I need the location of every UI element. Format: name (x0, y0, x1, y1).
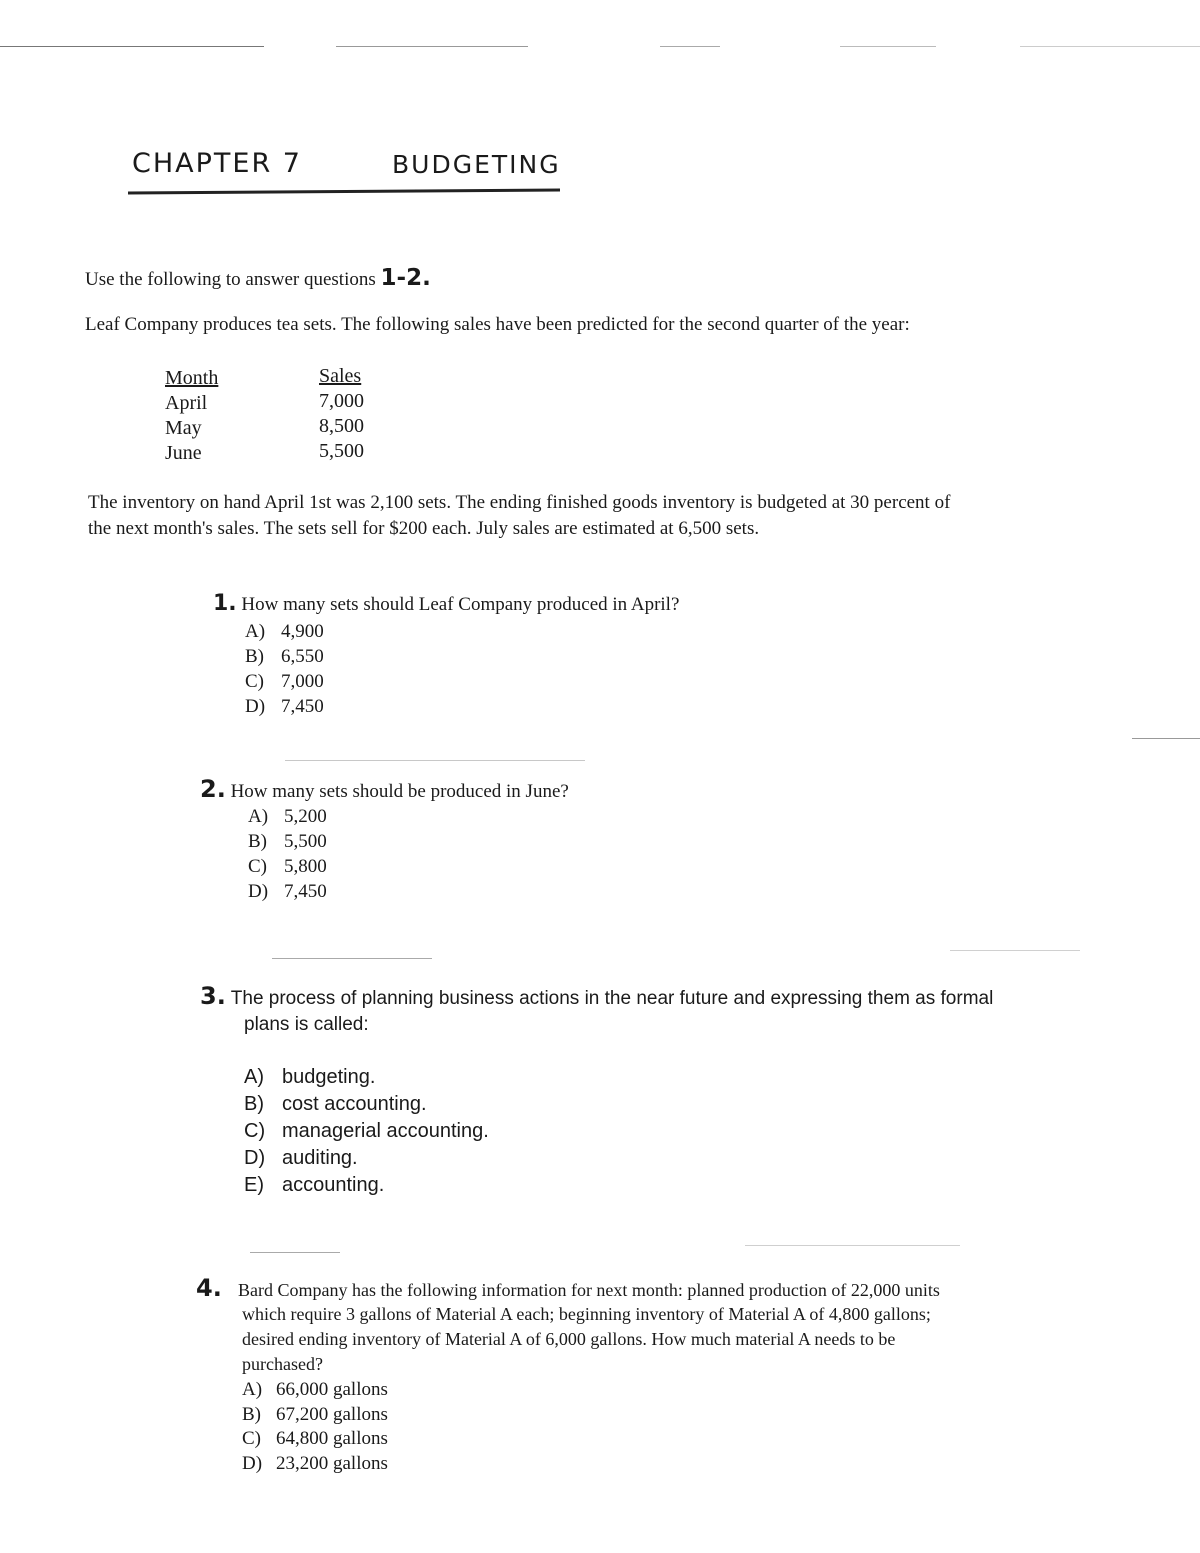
option-d[interactable] (244, 1145, 489, 1172)
option-letter: A) (244, 1066, 264, 1088)
scan-artifact-q2b (950, 950, 1080, 951)
option-letter: C) (242, 1428, 261, 1449)
option-letter: C) (245, 671, 264, 692)
inventory-note-line-2: the next month's sales. The sets sell for $200 each. July sales are estimated at 6,500 sets. (88, 518, 760, 539)
question-3 (200, 983, 993, 1012)
scan-artifact-q2 (272, 958, 432, 959)
option-text: 7,000 (281, 671, 324, 692)
option-text: 23,200 gallons (276, 1452, 388, 1474)
option-text: 7,450 (281, 696, 324, 717)
option-letter: C) (244, 1120, 266, 1142)
question-text: How many sets should Leaf Company produced in April? (241, 594, 680, 615)
option-b[interactable] (248, 829, 327, 854)
table-cell: 8,500 (319, 415, 364, 437)
table-cell: 7,000 (319, 390, 364, 412)
table-cell: May (165, 417, 202, 439)
option-text: managerial accounting. (282, 1120, 489, 1142)
option-letter: B) (245, 646, 264, 667)
question-number: 1. (213, 591, 237, 616)
scan-artifact-right (1132, 738, 1200, 739)
question-number: 3. (200, 982, 226, 1010)
option-text: cost accounting. (282, 1093, 427, 1115)
sales-table-month-column (165, 366, 218, 466)
option-letter: A) (248, 806, 269, 827)
question-text: Bard Company has the following information for next month: planned production of 22,000 units (238, 1280, 940, 1300)
option-letter: A) (245, 621, 266, 642)
option-d[interactable] (245, 694, 324, 719)
sales-table-sales-column (319, 364, 364, 464)
option-text: accounting. (282, 1174, 385, 1196)
option-text: auditing. (282, 1147, 358, 1169)
option-letter: D) (244, 1147, 266, 1169)
option-letter: B) (244, 1093, 264, 1115)
option-text: 5,200 (284, 806, 327, 827)
option-b[interactable] (244, 1091, 489, 1118)
question-3-continued: plans is called: (244, 1014, 369, 1035)
scan-artifact-top (0, 46, 1200, 47)
scan-artifact-q1 (285, 760, 585, 761)
question-number: 2. (200, 775, 226, 803)
option-text: 64,800 gallons (276, 1428, 388, 1449)
question-1-options (245, 619, 324, 719)
option-letter: D) (242, 1452, 263, 1474)
question-4 (196, 1276, 940, 1303)
option-text: 66,000 gallons (276, 1379, 388, 1400)
option-c[interactable] (242, 1427, 388, 1452)
option-text: 5,500 (284, 831, 327, 852)
question-1 (213, 591, 679, 618)
question-4-options (242, 1378, 388, 1476)
option-text: 5,800 (284, 856, 327, 877)
question-4-line-4: purchased? (242, 1354, 323, 1374)
chapter-label: CHAPTER 7 (132, 148, 302, 179)
question-4-line-3: desired ending inventory of Material A of 6,000 gallons. How much material A needs to be (242, 1329, 896, 1349)
option-letter: E) (244, 1174, 264, 1196)
option-a[interactable] (242, 1378, 388, 1403)
chapter-title: BUDGETING (392, 150, 561, 179)
option-text: 67,200 gallons (276, 1403, 388, 1425)
title-underline (128, 188, 560, 194)
option-b[interactable] (245, 644, 324, 669)
question-text: The process of planning business actions in the near future and expressing them as formal (230, 988, 994, 1009)
inventory-note-line-1: The inventory on hand April 1st was 2,100 sets. The ending finished goods inventory is budgeted at 30 percent of (88, 492, 951, 513)
option-letter: C) (248, 856, 267, 877)
question-4-line-2: which require 3 gallons of Material A each; beginning inventory of Material A of 4,800 gallons; (242, 1304, 931, 1324)
option-text: budgeting. (282, 1066, 376, 1088)
intro-instruction (85, 265, 431, 293)
option-d[interactable] (242, 1452, 388, 1477)
option-c[interactable] (248, 854, 327, 879)
option-letter: A) (242, 1379, 263, 1400)
option-text: 6,550 (281, 646, 324, 667)
option-c[interactable] (244, 1118, 489, 1145)
table-cell: June (165, 442, 202, 464)
option-d[interactable] (248, 879, 327, 904)
option-a[interactable] (245, 619, 324, 644)
table-cell: 5,500 (319, 440, 364, 462)
sales-header: Sales (319, 365, 362, 387)
question-2-options (248, 804, 327, 904)
table-cell: April (165, 392, 208, 414)
option-a[interactable] (248, 804, 327, 829)
question-2 (200, 776, 569, 805)
option-letter: D) (248, 881, 269, 902)
option-c[interactable] (245, 669, 324, 694)
option-text: 7,450 (284, 881, 327, 902)
option-letter: B) (248, 831, 267, 852)
option-b[interactable] (242, 1403, 388, 1428)
option-text: 4,900 (281, 621, 324, 642)
question-number: 4. (196, 1274, 222, 1302)
scan-artifact-q3 (250, 1252, 340, 1253)
month-header: Month (165, 367, 219, 389)
intro-instruction-text: Use the following to answer questions (85, 269, 376, 290)
option-letter: D) (245, 696, 266, 717)
option-letter: B) (242, 1403, 261, 1425)
question-3-options (244, 1064, 489, 1199)
question-range: 1-2. (380, 265, 431, 291)
option-e[interactable] (244, 1172, 489, 1199)
scan-artifact-q3b (745, 1245, 960, 1246)
question-text: How many sets should be produced in June? (230, 781, 569, 802)
scenario-text: Leaf Company produces tea sets. The following sales have been predicted for the second quarter of the year: (85, 314, 910, 335)
option-a[interactable] (244, 1064, 489, 1091)
